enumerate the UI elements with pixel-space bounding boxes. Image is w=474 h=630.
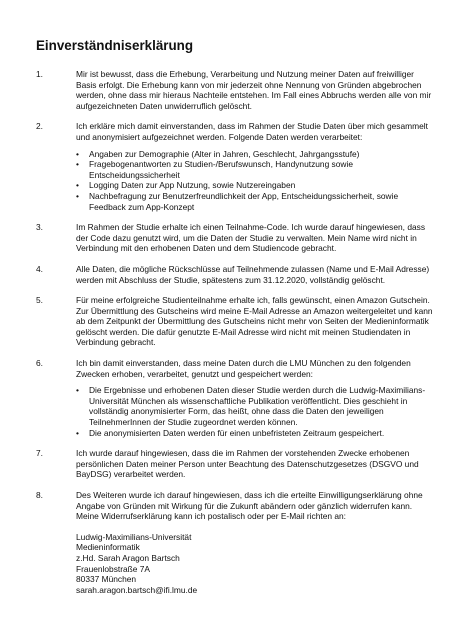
item-number: 5.: [36, 295, 43, 306]
item-text: Des Weiteren wurde ich darauf hingewiesen, dass ich die erteilte Einwilligungserklärung ohne Angabe von Gründen mit Wirkung für die Zukunft abändern oder gänzlich widerrufen kann. Meine Widerrufserklärung kann ich postalisch oder per E-Mail richten an:: [76, 490, 423, 522]
bullet-icon: •: [76, 159, 79, 170]
item-text: Ich bin damit einverstanden, dass meine Daten durch die LMU München zu den folgenden Zwecken erhoben, verarbeitet, genutzt und gespeichert werden:: [76, 358, 411, 379]
page-title: Einverständniserklärung: [36, 38, 194, 53]
bullet-text: Nachbefragung zur Benutzerfreundlichkeit der App, Entscheidungssicherheit, sowie Feedback zum App-Konzept: [89, 190, 399, 212]
bullet-item: [76, 191, 434, 212]
item-body: [76, 358, 434, 438]
list-item: [36, 358, 434, 438]
list-item: [36, 222, 434, 254]
item-number: 8.: [36, 490, 43, 500]
item-body: [76, 121, 434, 212]
bullet-list: [76, 385, 434, 438]
list-item: [36, 69, 434, 111]
item-number: 2.: [36, 121, 43, 132]
item-text: Mir ist bewusst, dass die Erhebung, Verarbeitung und Nutzung meiner Daten auf freiwilliger Basis erfolgt. Die Erhebung kann von mir jederzeit ohne Nennung von Gründen abgebrochen werden, ohne dass mir hieraus Nachteile entstehen. Im Fall eines Abbruchs werden alle von mir aufgezeichneten Daten unwiderruflich gelöscht.: [76, 69, 432, 111]
item-text: Im Rahmen der Studie erhalte ich einen Teilnahme-Code. Ich wurde darauf hingewiesen, dass der Code dazu genutzt wird, um die Daten der Studie zu verwalten. Mein Name wird nicht in Verbindung mit den erhobenen Daten und dem Studiencode gebracht.: [76, 222, 426, 254]
item-number: 3.: [36, 222, 43, 233]
item-body: [76, 490, 434, 595]
list-item: [36, 448, 434, 480]
item-text: Alle Daten, die mögliche Rückschlüsse auf Teilnehmende zulassen (Name und E-Mail Adresse) werden mit Abschluss der Studie, spätestens zum 31.12.2020, vollständig gelöscht.: [76, 263, 430, 285]
email-address[interactable]: sarah.aragon.bartsch@ifi.lmu.de: [76, 584, 198, 595]
item-text: Ich erkläre mich damit einverstanden, dass im Rahmen der Studie Daten über mich gesammelt und anonymisiert aufgezeichnet werden. Folgende Daten werden verarbeitet:: [76, 121, 428, 142]
bullet-text: Logging Daten zur App Nutzung, sowie Nutzereingaben: [89, 180, 296, 191]
bullet-icon: •: [76, 190, 79, 201]
address-line: z.Hd. Sarah Aragon Bartsch: [76, 552, 180, 563]
address-line: 80337 München: [76, 574, 137, 585]
list-item: [36, 264, 434, 285]
item-body: [76, 448, 434, 480]
bullet-icon: •: [76, 385, 79, 396]
address-line: Frauenlobstraße 7A: [76, 563, 151, 574]
bullet-icon: •: [76, 427, 79, 438]
bullet-icon: •: [76, 180, 79, 191]
item-number: 7.: [36, 448, 43, 459]
bullet-text: Die Ergebnisse und erhobenen Daten dieser Studie werden durch die Ludwig-Maximilians-Universität München als wissenschaftliche Publikation veröffentlicht. Dies geschieht in vollständig anonymisierter Form, das heißt, ohne dass die Daten den jeweiligen TeilnehmerInnen der Studie zugeordnet werden können.: [89, 385, 426, 428]
bullet-text: Fragebogenantworten zu Studien-/Berufswunsch, Handynutzung sowie Entscheidungssicherheit: [89, 159, 353, 180]
item-text: Ich wurde darauf hingewiesen, dass die im Rahmen der vorstehenden Zwecke erhobenen persönlichen Daten meiner Person unter Beachtung des Datenschutzgesetzes (DSGVO und BayDSG) verarbeitet werden.: [76, 448, 419, 480]
bullet-icon: •: [76, 148, 79, 159]
contact-address: [76, 532, 434, 596]
list-item: [36, 490, 434, 595]
item-number: 4.: [36, 263, 43, 274]
list-item: [36, 295, 434, 348]
item-number: 6.: [36, 358, 43, 369]
item-body: [76, 295, 434, 348]
consent-list: [36, 69, 434, 595]
bullet-text: Die anonymisierten Daten werden für einen unbefristeten Zeitraum gespeichert.: [89, 427, 385, 438]
item-number: 1.: [36, 69, 43, 79]
bullet-list: [76, 149, 434, 213]
item-body: [76, 264, 434, 285]
item-body: [76, 69, 434, 111]
bullet-item: [76, 428, 434, 439]
address-line: Medieninformatik: [76, 542, 140, 553]
list-item: [36, 121, 434, 212]
bullet-item: [76, 180, 434, 191]
bullet-item: [76, 159, 434, 180]
item-body: [76, 222, 434, 254]
address-line: Ludwig-Maximilians-Universität: [76, 531, 192, 542]
bullet-item: [76, 385, 434, 427]
item-text: Für meine erfolgreiche Studienteilnahme erhalte ich, falls gewünscht, einen Amazon Gutschein. Zur Übermittlung des Gutscheins wird meine E-Mail Adresse an Amazon weitergeleitet und kann ab dem Zeitpunkt der Übermittlung des Gutscheins nicht mehr von Seiten der Medieninformatik gelöscht werden. Die dafür genutzte E-Mail Adresse wird nicht mit meinen Studiendaten in Verbindung gebracht.: [76, 295, 433, 348]
bullet-item: [76, 149, 434, 160]
bullet-text: Angaben zur Demographie (Alter in Jahren, Geschlecht, Jahrgangsstufe): [89, 148, 360, 159]
